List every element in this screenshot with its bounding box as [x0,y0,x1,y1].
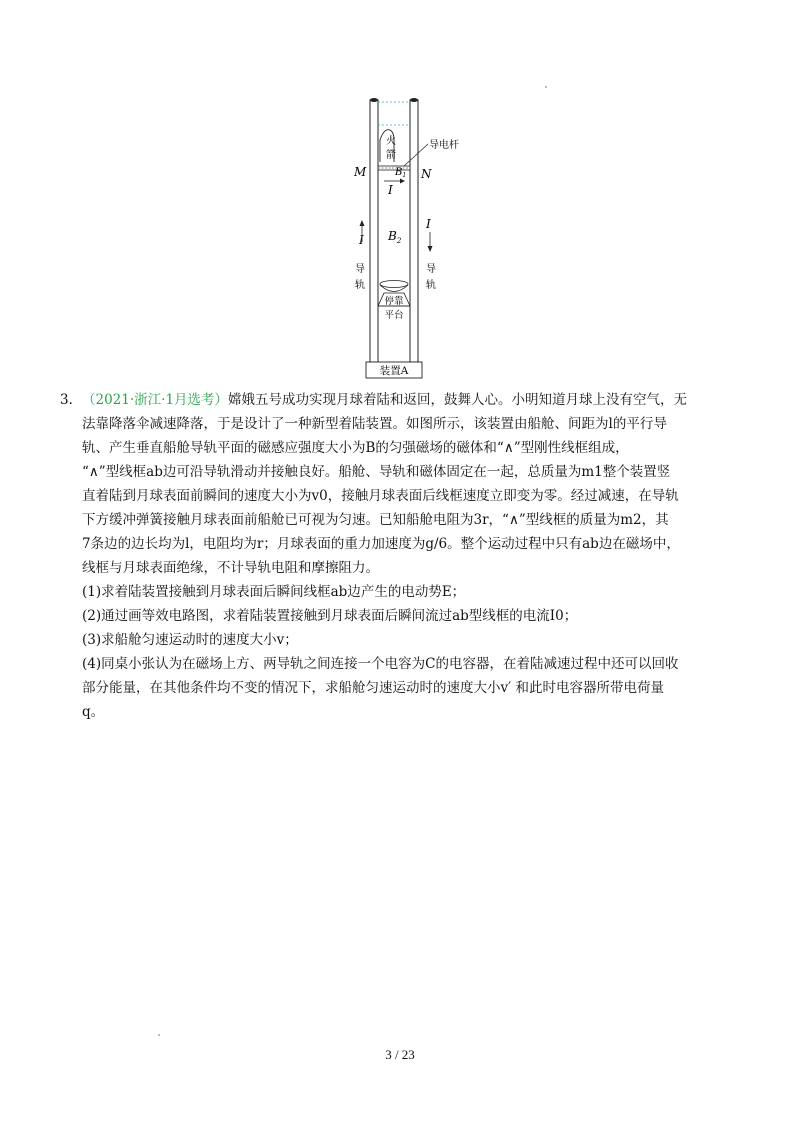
sub-question: 部分能量，在其他条件均不变的情况下，求船舱匀速运动时的速度大小v′ 和此时电容器所带电荷量 [82,680,664,696]
label-m: M [354,165,367,179]
buffer-spring-body [380,285,408,292]
rod-pointer [404,144,428,166]
question-line: “∧”型线框ab边可沿导轨滑动并接触良好。船舱、导轨和磁体固定在一起，总质量为m1整个装置竖 [82,464,671,480]
platform-label-1: 停靠 [384,296,404,307]
right-rail [410,100,418,362]
current-arrow-top-head [400,179,405,184]
label-i-top: I [388,183,393,197]
landing-device-figure [340,92,460,382]
question-line: 嫦娥五号成功实现月球着陆和返回，鼓舞人心。小明知道月球上没有空气，无 [228,392,688,408]
buffer-spring [380,281,408,288]
label-i-right: I [426,217,431,231]
label-b1: $B_1$ [395,167,407,179]
platform-label-2: 平台 [384,310,404,321]
rocket-label-1: 火 [386,136,396,147]
sub-question: (4)同桌小张认为在磁场上方、两导轨之间连接一个电容为C的电容器，在着陆减速过程中还可以回收 [82,656,679,672]
sub-question: q。 [82,704,105,720]
label-i-left: I [359,233,364,247]
question-block [60,388,740,724]
rail-left-label-2: 轨 [355,280,365,291]
sub-question: (2)通过画等效电路图，求着陆装置接触到月球表面后瞬间流过ab型线框的电流I0； [82,608,578,624]
page-number: 3 / 23 [385,1047,415,1062]
label-n: N [421,167,432,181]
rod-label: 导电杆 [429,140,459,151]
sub-question: (3)求船舱匀速运动时的速度大小v； [82,632,298,648]
question-line: 法靠降落伞减速降落，于是设计了一种新型着陆装置。如图所示，该装置由船舱、间距为l的平行导 [82,416,667,432]
left-rail-cap [370,98,378,102]
rail-right-label-2: 轨 [426,280,436,291]
question-line: 7条边的边长均为l，电阻均为r；月球表面的重力加速度为g/6。整个运动过程中只有ab边在磁场中， [82,536,680,552]
question-first-line [60,388,740,412]
left-rail [370,100,378,362]
current-arrow-right-head [428,246,433,252]
question-source: （2021·浙江·1月选考） [82,392,229,408]
question-line: 直着陆到月球表面前瞬间的速度大小为v0，接触月球表面后线框速度立即变为零。经过减速，在导轨 [82,488,679,504]
scan-dot [158,1034,160,1036]
scan-dot [545,86,547,88]
question-line: 下方缓冲弹簧接触月球表面前船舱已可视为匀速。已知船舱电阻为3r，“∧”型线框的质量为m2，其 [82,512,669,528]
rail-left-label-1: 导 [355,264,365,275]
label-b2: $B_2$ [388,229,402,245]
question-line: 线框与月球表面绝缘，不计导轨电阻和摩擦阻力。 [82,560,379,576]
rail-right-label-1: 导 [426,264,436,275]
sub-question: (1)求着陆装置接触到月球表面后瞬间线框ab边产生的电动势E； [82,584,466,600]
question-number: 3． [60,392,83,408]
question-line: 轨、产生垂直船舱导轨平面的磁感应强度大小为B的匀强磁场的磁体和“∧”型刚性线框组成， [82,440,629,456]
rocket-label-2: 箭 [386,150,396,161]
right-rail-cap [410,98,418,102]
current-arrow-left-head [360,220,365,226]
device-a-label: 装置A [379,365,409,377]
